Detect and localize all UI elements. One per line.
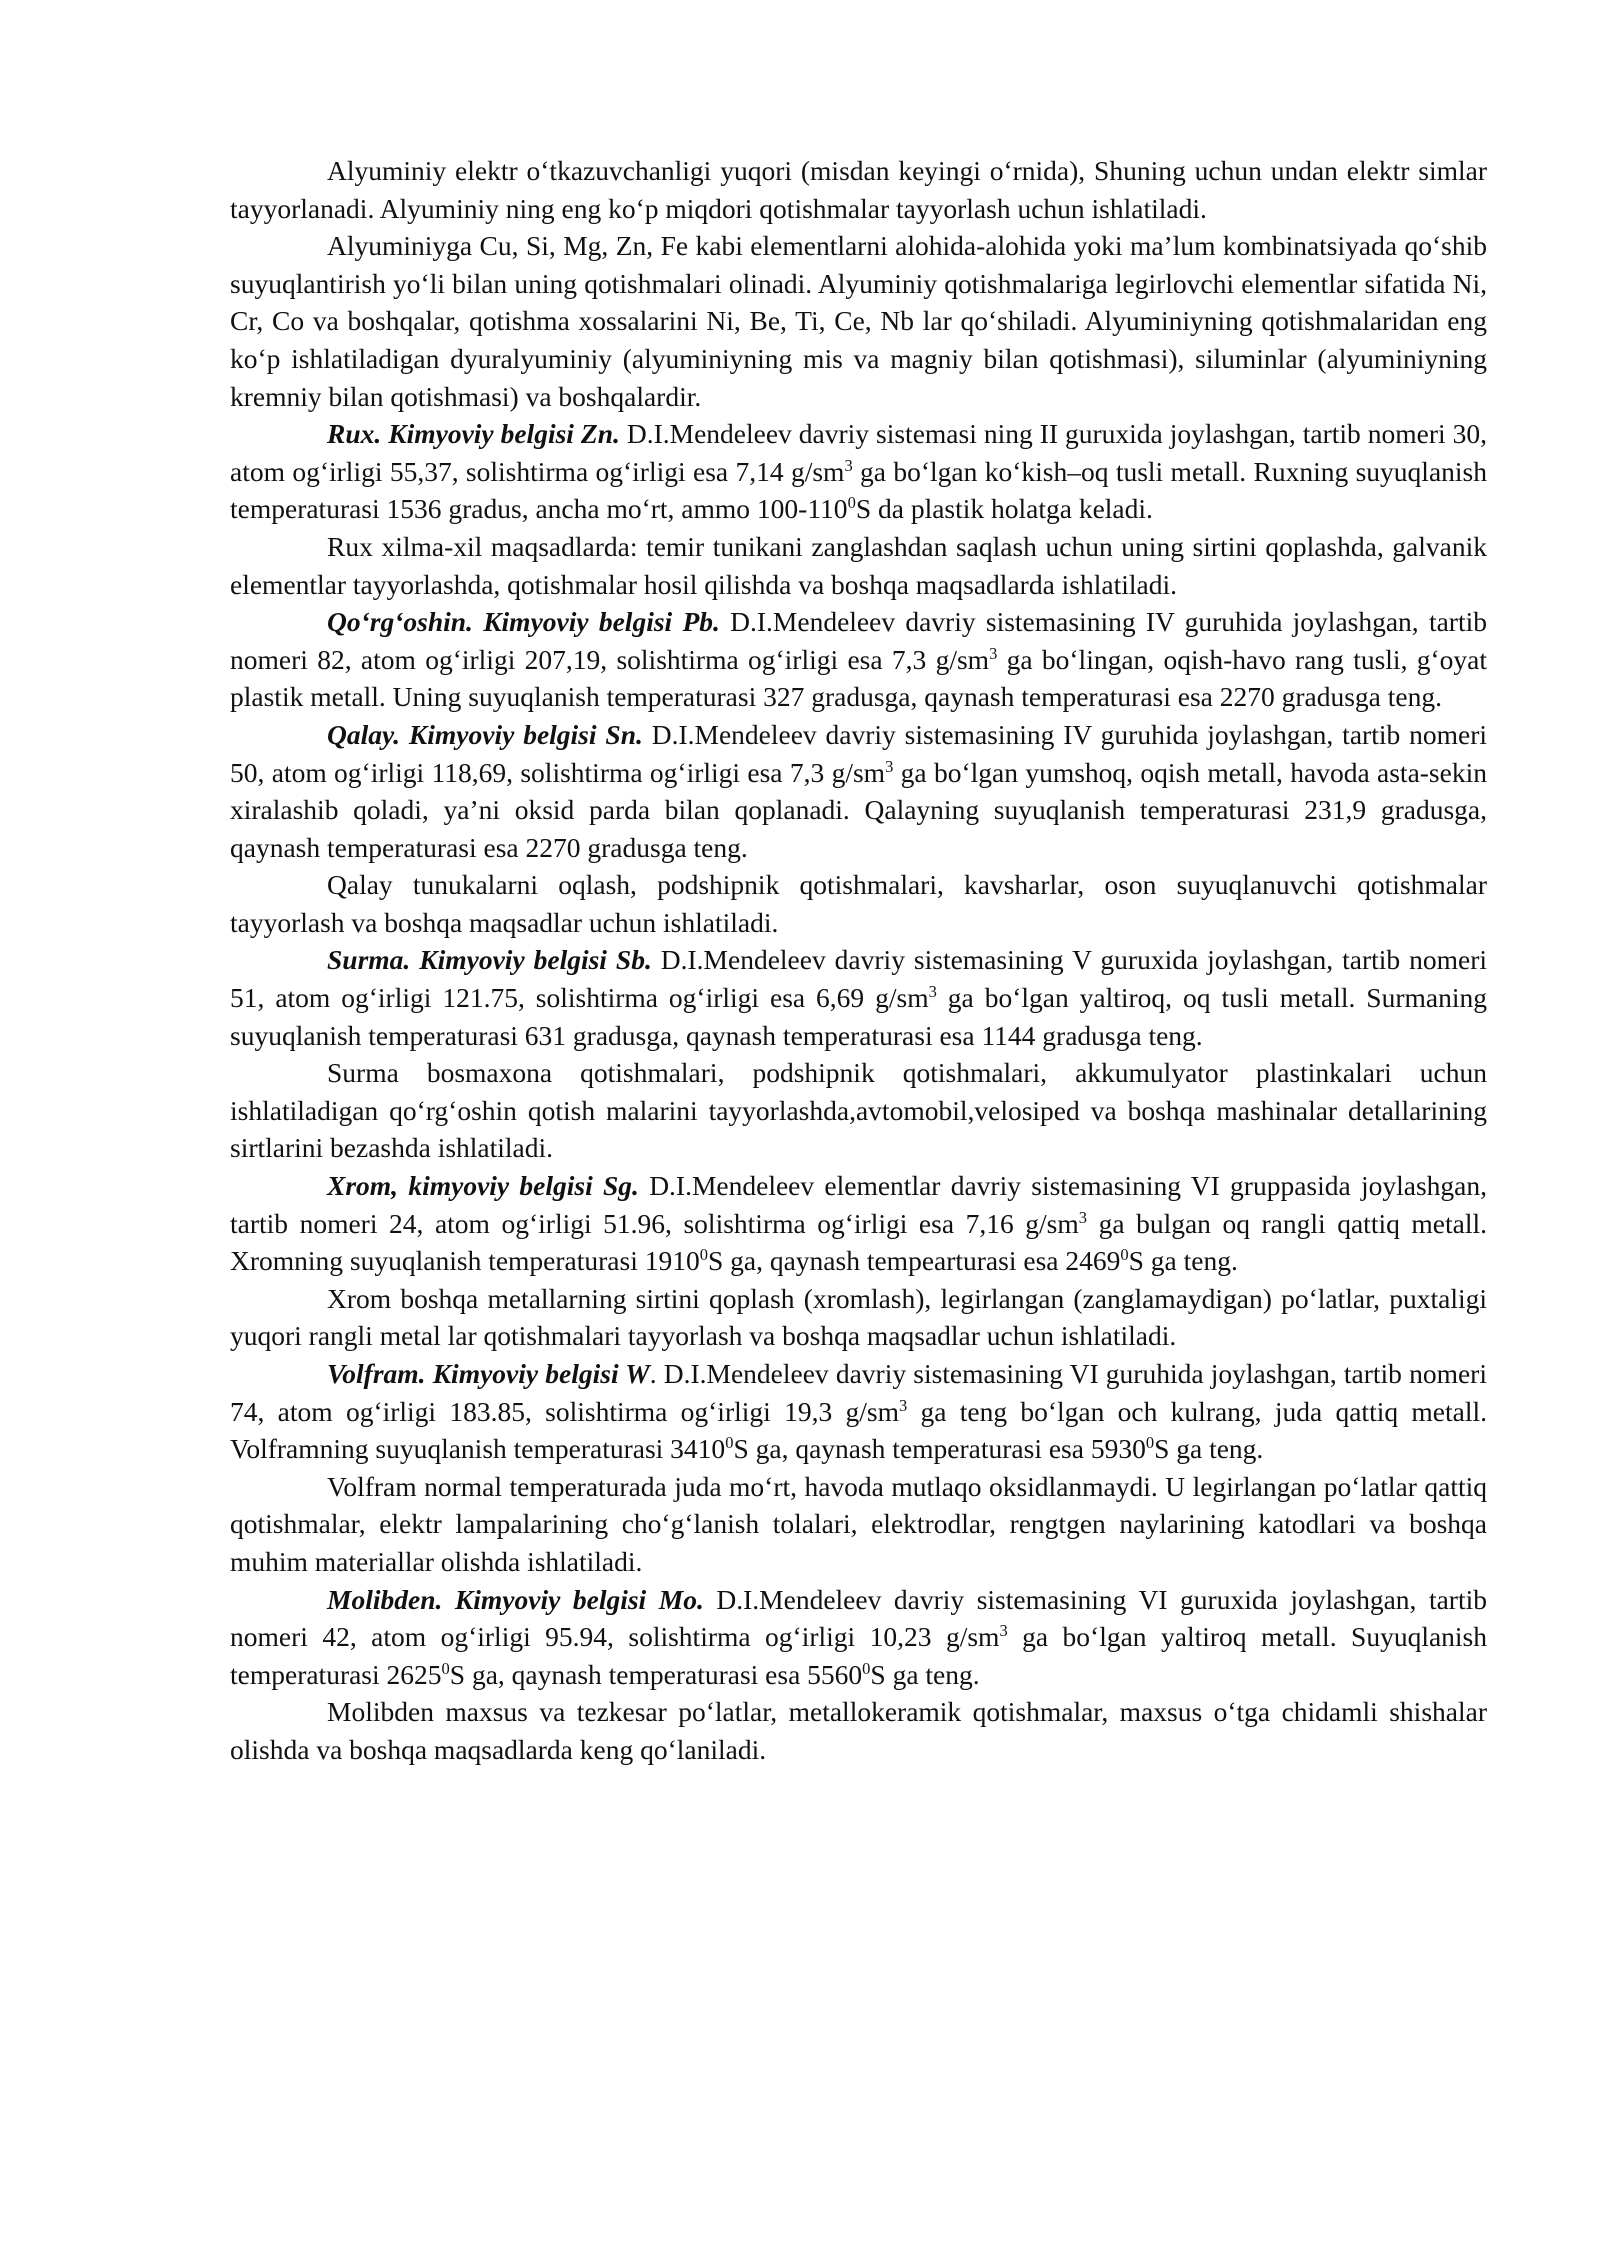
paragraph-text: D.I.Mendeleev davriy sistemasining IV guruhida joylashgan, tartib nomeri 82, atom og‘irligi 207,19, solishtirma og‘irligi esa 7,3 g/sm [230,606,1487,675]
element-heading: Qalay. Kimyoviy belgisi Sn. [327,718,643,750]
paragraph-text: . D.I.Mendeleev davriy sistemasining VI guruhida joylashgan, tartib nomeri 74, atom og‘irligi 183.85, solishtirma og‘irligi 19,3 g/sm [230,1358,1487,1427]
superscript: 3 [1078,1207,1088,1227]
paragraph-text: Alyuminiy elektr o‘tkazuvchanligi yuqori (misdan keyingi o‘rnida), Shuning uchun undan elektr simlar tayyorlanadi. Alyuminiy ning eng ko‘p miqdori qotishmalar tayyorlash uchun ishlatiladi. [230,155,1487,224]
superscript: 0 [1120,1245,1129,1265]
paragraph [230,1468,1487,1581]
paragraph-text: D.I.Mendeleev davriy sistemasining IV guruhida joylashgan, tartib nomeri 50, atom og‘irligi 118,69, solishtirma og‘irligi esa 7,3 g/sm [230,718,1487,788]
element-heading: Rux. Kimyoviy belgisi Zn. [327,418,620,450]
paragraph [230,941,1487,1054]
paragraph-text: ga bo‘lgan yumshoq, oqish metall, havoda asta-sekin xiralashib qoladi, ya’ni oksid parda bilan qoplanadi. Qalayning suyuqlanish temperaturasi 231,9 gradusga, qaynash temperaturasi esa 2270 gradusga teng. [230,756,1487,863]
paragraph [230,152,1487,227]
paragraph-text: D.I.Mendeleev davriy sistemasining V guruxida joylashgan, tartib nomeri 51, atom og‘irligi 121.75, solishtirma og‘irligi esa 6,69 g/sm [230,944,1487,1014]
superscript: 0 [847,493,856,513]
paragraph-text: S ga, qaynash tempearturasi esa 2469 [707,1245,1121,1277]
paragraph [230,227,1487,415]
superscript: 3 [844,455,853,475]
paragraph [230,1355,1487,1468]
paragraph-text: ga bo‘lgan ko‘kish–oq tusli metall. Ruxning suyuqlanish temperaturasi 1536 gradus, ancha mo‘rt, ammo 100-110 [230,455,1487,525]
paragraph-text: S ga teng. [870,1658,980,1690]
paragraph [230,716,1487,866]
paragraph-text: D.I.Mendeleev elementlar davriy sistemasining VI gruppasida joylashgan, tartib nomeri 24, atom og‘irligi 51.96, solishtirma og‘irligi esa 7,16 g/sm [230,1170,1487,1239]
paragraph-text: S da plastik holatga keladi. [855,493,1153,525]
paragraph-text: Molibden maxsus va tezkesar po‘latlar, metallokeramik qotishmalar, maxsus o‘tga chidamli shishalar olishda va boshqa maqsadlarda keng qo‘laniladi. [230,1696,1487,1765]
paragraph-text: S ga, qaynash temperaturasi esa 5930 [733,1433,1146,1465]
paragraph-text: Rux xilma-xil maqsadlarda: temir tunikani zanglashdan saqlash uchun uning sirtini qoplashda, galvanik elementlar tayyorlashda, qotishmalar hosil qilishda va boshqa maqsadlarda ishlatiladi. [230,530,1487,600]
element-heading: Surma. Kimyoviy belgisi Sb. [327,944,652,976]
paragraph-text: S ga, qaynash temperaturasi esa 5560 [449,1658,863,1690]
superscript: 0 [441,1658,450,1678]
element-heading: Molibden. Kimyoviy belgisi Mo. [327,1583,704,1615]
paragraph-text: ga bo‘lgan yaltiroq metall. Suyuqlanish temperaturasi 2625 [230,1621,1488,1690]
paragraph [230,1581,1487,1694]
paragraph-text: ga teng bo‘lgan och kulrang, juda qattiq metall. Volframning suyuqlanish temperaturasi 3410 [230,1395,1487,1465]
paragraph-text: D.I.Mendeleev davriy sistemasining VI guruxida joylashgan, tartib nomeri 42, atom og‘irligi 95.94, solishtirma og‘irligi 10,23 g/sm [230,1583,1487,1653]
paragraph-text: D.I.Mendeleev davriy sistemasi ning II guruxida joylashgan, tartib nomeri 30, atom og‘irligi 55,37, solishtirma og‘irligi esa 7,14 g/sm [230,418,1487,487]
superscript: 3 [928,981,937,1001]
paragraph-text: ga bo‘lingan, oqish-havo rang tusli, g‘oyat plastik metall. Uning suyuqlanish temperaturasi 327 gradusga, qaynash temperaturasi esa 2270 gradusga teng. [230,643,1488,713]
paragraph-text: Qalay tunukalarni oqlash, podshipnik qotishmalari, kavsharlar, oson suyuqlanuvchi qotishmalar tayyorlash va boshqa maqsadlar uchun ishlatiladi. [230,869,1487,938]
paragraph-text: Alyuminiyga Cu, Si, Mg, Zn, Fe kabi elementlarni alohida-alohida yoki ma’lum kombinatsiyada qo‘shib suyuqlantirish yo‘li bilan uning qotishmalari olinadi. Alyuminiy qotishmalariga legirlovchi elementlar sifatida Ni, Cr, Co va boshqalar, qotishma xossalarini Ni, Be, Ti, Ce, Nb lar qo‘shiladi. Alyuminiyning qotishmalaridan eng ko‘p ishlatiladigan dyuralyuminiy (alyuminiyning mis va magniy bilan qotishmasi), siluminlar (alyuminiyning kremniy bilan qotishmasi) va boshqalardir. [230,230,1487,412]
paragraph-text: S ga teng. [1154,1433,1264,1465]
paragraph [230,1280,1487,1355]
paragraph [230,1054,1487,1167]
paragraph-text: ga bo‘lgan yaltiroq, oq tusli metall. Surmaning suyuqlanish temperaturasi 631 gradusga, qaynash temperaturasi esa 1144 gradusga teng. [230,982,1487,1051]
element-heading: Xrom, kimyoviy belgisi Sg. [327,1170,639,1202]
paragraph [230,603,1487,716]
superscript: 0 [699,1245,708,1265]
paragraph [230,528,1487,603]
paragraph-text: S ga teng. [1128,1245,1238,1277]
paragraph [230,866,1487,941]
superscript: 3 [898,1395,908,1415]
paragraph-text: Volfram normal temperaturada juda mo‘rt, havoda mutlaqo oksidlanmaydi. U legirlangan po‘latlar qattiq qotishmalar, elektr lampalarining cho‘g‘lanish tolalari, elektrodlar, rengtgen naylarining katodlari va boshqa muhim materiallar olishda ishlatiladi. [230,1470,1487,1577]
superscript: 3 [989,643,998,663]
element-heading: Qo‘rg‘oshin. Kimyoviy belgisi Pb. [327,606,720,638]
superscript: 0 [725,1433,734,1453]
superscript: 3 [999,1621,1008,1640]
paragraph [230,1167,1487,1280]
superscript: 0 [862,1658,871,1678]
body-text [230,152,1487,1769]
paragraph-text: ga bulgan oq rangli qattiq metall. Xromning suyuqlanish temperaturasi 1910 [230,1207,1487,1277]
paragraph-text: Xrom boshqa metallarning sirtini qoplash (xromlash), legirlangan (zanglamaydigan) po‘latlar, puxtaligi yuqori rangli metal lar qotishmalari tayyorlash va boshqa maqsadlar uchun ishlatiladi. [230,1282,1487,1352]
superscript: 0 [1145,1433,1155,1453]
paragraph [230,415,1487,528]
paragraph [230,1693,1487,1768]
paragraph-text: Surma bosmaxona qotishmalari, podshipnik qotishmalari, akkumulyator plastinkalari uchun ishlatiladigan qo‘rg‘oshin qotish malarini tayyorlashda,avtomobil,velosiped va boshqa mashinalar detallarining sirtlarini bezashda ishlatiladi. [230,1057,1487,1164]
superscript: 3 [885,756,894,776]
element-heading: Volfram. Kimyoviy belgisi W [327,1358,650,1389]
